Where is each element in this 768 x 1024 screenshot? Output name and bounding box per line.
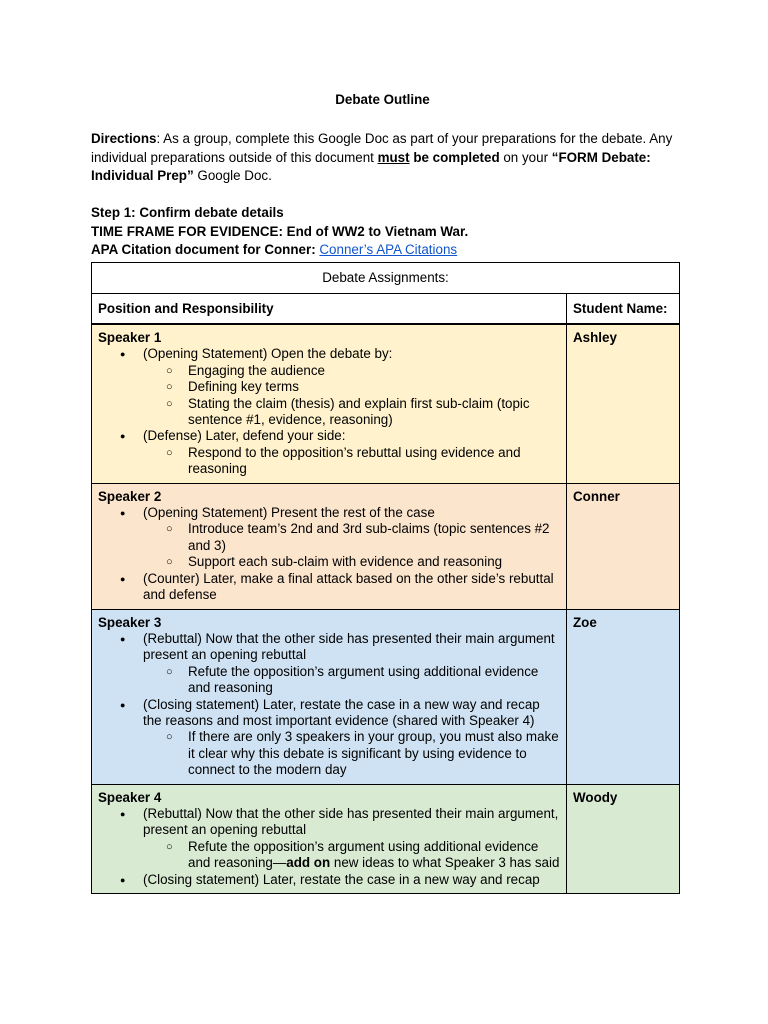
list-item: ● (Rebuttal) Now that the other side has presented their main argument, present an opening rebuttal ○ Refute the opposition’s argument using additional evidence and reasoning—add on new ideas to what Speaker 3 has said [98, 806, 560, 872]
speaker-title: Speaker 2 [98, 488, 162, 504]
speaker-title: Speaker 3 [98, 614, 162, 630]
speaker-3-cell [92, 609, 567, 784]
speaker-2-cell [92, 483, 567, 609]
column-header-position: Position and Responsibility [92, 294, 567, 325]
list-item: ● (Opening Statement) Present the rest of the case ○ Introduce team’s 2nd and 3rd sub-claims (topic sentences #2 and 3) ○ Support each sub-claim with evidence and reasoning [98, 505, 560, 571]
list-item: ● (Counter) Later, make a final attack based on the other side’s rebuttal and defense [98, 571, 560, 604]
table-header: Debate Assignments: [92, 263, 680, 294]
debate-assignments-table [91, 262, 680, 894]
list-item: ● (Closing statement) Later, restate the case in a new way and recap [98, 872, 560, 888]
speaker-4-cell [92, 784, 567, 893]
list-item: ○ If there are only 3 speakers in your group, you must also make it clear why this debate is significant by using evidence to connect to the modern day [143, 729, 560, 778]
speaker-title: Speaker 4 [98, 789, 162, 805]
list-item: ○ Support each sub-claim with evidence and reasoning [143, 554, 560, 570]
table-row [92, 483, 680, 609]
list-item: ○ Engaging the audience [143, 363, 560, 379]
list-item: ○ Refute the opposition’s argument using additional evidence and reasoning—add on new ideas to what Speaker 3 has said [143, 839, 560, 872]
list-item: ● (Rebuttal) Now that the other side has presented their main argument present an opening rebuttal ○ Refute the opposition’s argument using additional evidence and reasoning [98, 631, 560, 697]
table-row [92, 784, 680, 893]
speaker-1-cell [92, 324, 567, 483]
apa-citations-link[interactable]: Conner’s APA Citations [319, 242, 458, 257]
directions-label: Directions [91, 131, 157, 146]
list-item: ○ Defining key terms [143, 379, 560, 395]
list-item: ○ Stating the claim (thesis) and explain first sub-claim (topic sentence #1, evidence, reasoning) [143, 396, 560, 429]
table-row [92, 609, 680, 784]
must-emphasis: must [377, 149, 410, 165]
list-item: ○ Introduce team’s 2nd and 3rd sub-claims (topic sentences #2 and 3) [143, 521, 560, 554]
form-doc-name: “FORM Debate: Individual Prep” [91, 149, 651, 183]
list-item: ● (Closing statement) Later, restate the case in a new way and recap the reasons and most important evidence (shared with Speaker 4) ○ If there are only 3 speakers in your group, you must also make it clear why this debate is significant by using evidence to connect to the modern day [98, 697, 560, 779]
column-header-student: Student Name: [567, 294, 680, 325]
student-name: Woody [567, 784, 680, 893]
student-name: Conner [567, 483, 680, 609]
list-item: ● (Opening Statement) Open the debate by: ○ Engaging the audience ○ Defining key terms ○ Stating the claim (thesis) and explain first sub-claim (topic sentence #1, evidence, reasoning) [98, 346, 560, 428]
speaker-title: Speaker 1 [98, 330, 162, 345]
page-title: Debate Outline [335, 92, 430, 107]
list-item: ● (Defense) Later, defend your side: ○ Respond to the opposition’s rebuttal using evidence and reasoning [98, 428, 560, 477]
table-row [92, 324, 680, 483]
step-1-section [91, 204, 681, 260]
directions-paragraph: Directions: As a group, complete this Google Doc as part of your preparations for the debate. Any individual preparations outside of this document must be completed on your “FORM Debate: Individual Prep” Google Doc. [91, 131, 673, 183]
list-item: ○ Respond to the opposition’s rebuttal using evidence and reasoning [143, 445, 560, 478]
student-name: Ashley [567, 324, 680, 483]
step-1-heading: Step 1: Confirm debate details [91, 205, 284, 220]
time-frame: TIME FRAME FOR EVIDENCE: End of WW2 to Vietnam War. [91, 223, 469, 239]
list-item: ○ Refute the opposition’s argument using additional evidence and reasoning [143, 664, 560, 697]
apa-label: APA Citation document for Conner: [91, 242, 316, 257]
student-name: Zoe [567, 609, 680, 784]
